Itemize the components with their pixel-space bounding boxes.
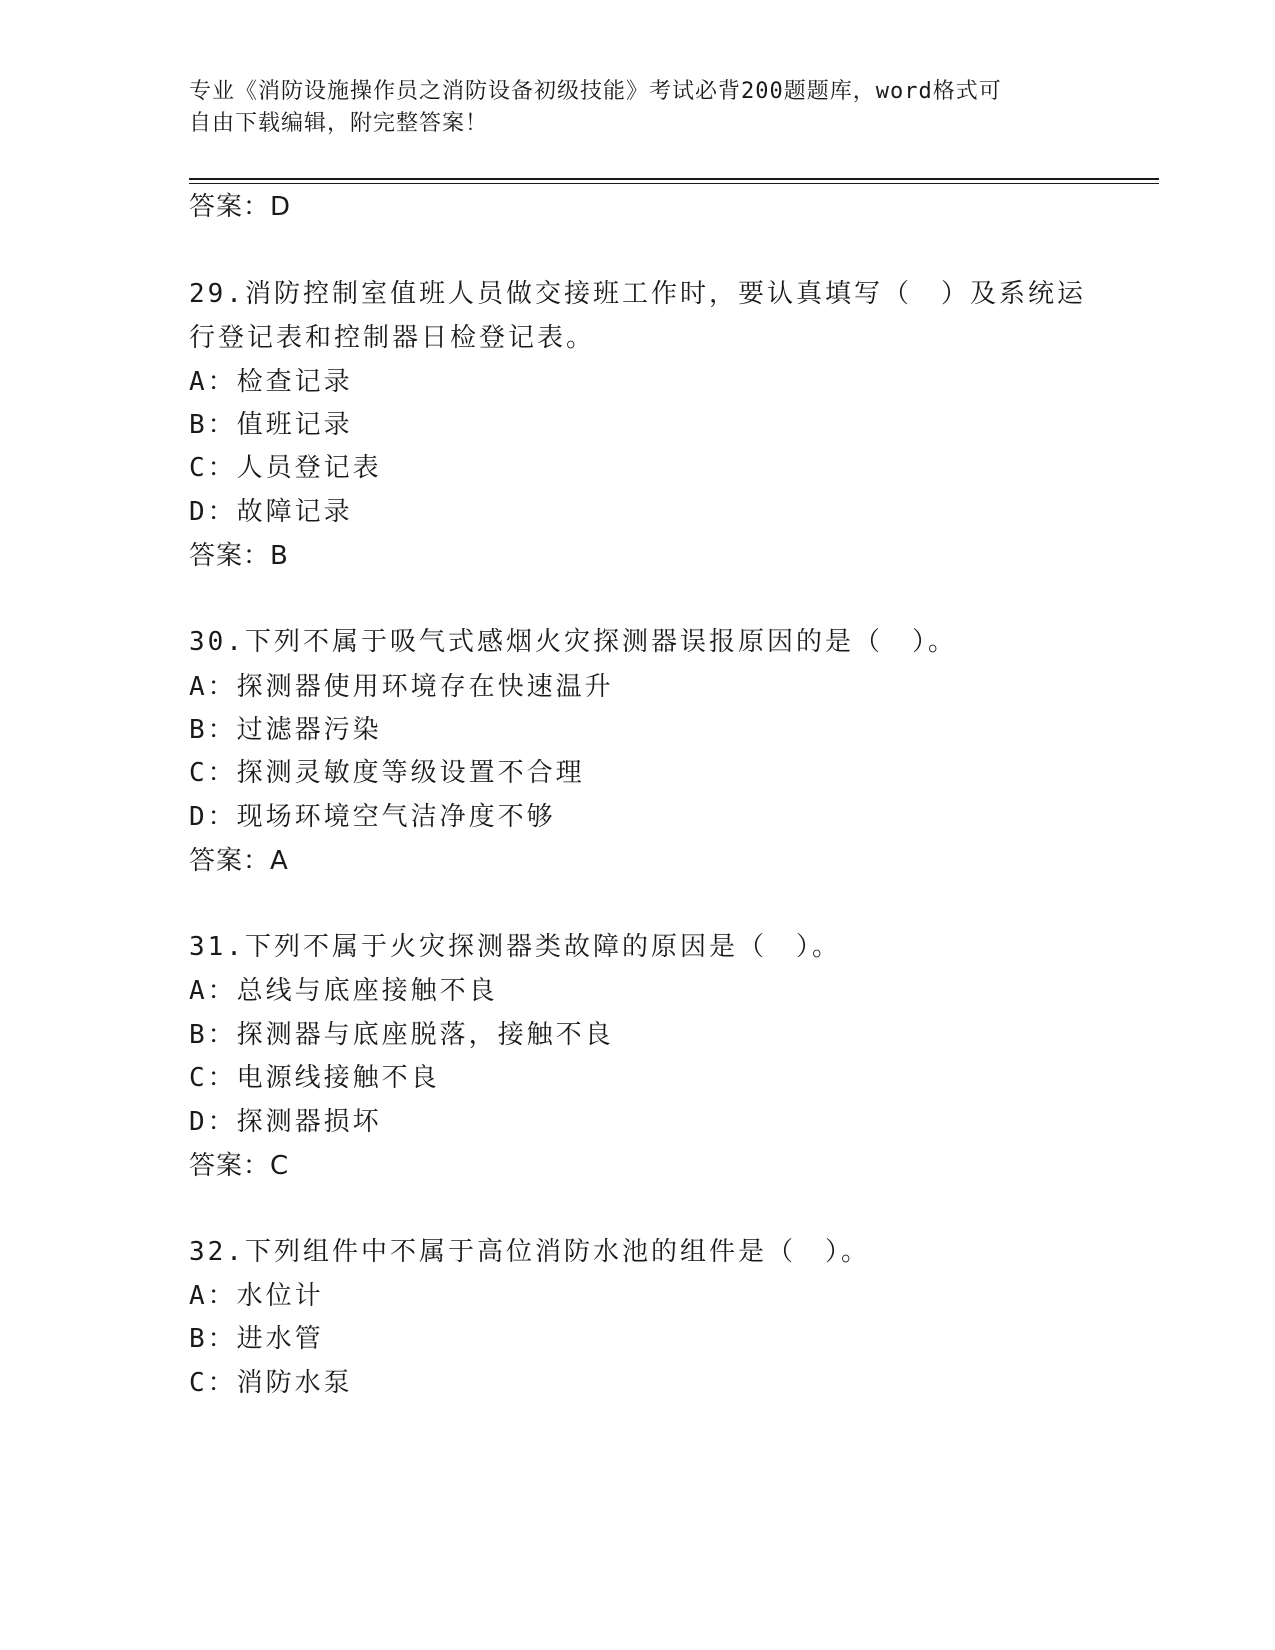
question-29-option-b: B：值班记录 [189, 410, 353, 440]
previous-answer: 答案：D [189, 192, 292, 222]
question-30-option-c: C：探测灵敏度等级设置不合理 [189, 758, 585, 788]
question-29-answer: 答案：B [189, 541, 289, 571]
question-32-option-c: C：消防水泵 [189, 1368, 353, 1398]
question-30-option-b: B：过滤器污染 [189, 715, 382, 745]
question-29-stem-line-2: 行登记表和控制器日检登记表。 [189, 323, 596, 353]
question-30-answer: 答案：A [189, 846, 289, 876]
question-30-option-a: A：探测器使用环境存在快速温升 [189, 672, 614, 702]
header-line-2: 自由下载编辑，附完整答案！ [189, 111, 489, 136]
question-30-stem: 30.下列不属于吸气式感烟火灾探测器误报原因的是（ ）。 [189, 627, 957, 657]
header-divider [189, 178, 1159, 184]
question-31-stem: 31.下列不属于火灾探测器类故障的原因是（ ）。 [189, 932, 841, 962]
question-32-stem: 32.下列组件中不属于高位消防水池的组件是（ ）。 [189, 1237, 870, 1267]
document-header [189, 76, 1069, 140]
question-31-answer: 答案：C [189, 1151, 290, 1181]
question-29-option-d: D：故障记录 [189, 497, 353, 527]
question-29-option-a: A：检查记录 [189, 367, 353, 397]
question-31-option-d: D：探测器损坏 [189, 1107, 382, 1137]
question-29-option-c: C：人员登记表 [189, 453, 382, 483]
question-31-option-b: B：探测器与底座脱落，接触不良 [189, 1020, 614, 1050]
question-31-option-a: A：总线与底座接触不良 [189, 976, 498, 1006]
question-30-option-d: D：现场环境空气洁净度不够 [189, 802, 556, 832]
header-line-1: 专业《消防设施操作员之消防设备初级技能》考试必背200题题库，word格式可 [189, 79, 1002, 104]
question-31-option-c: C：电源线接触不良 [189, 1063, 440, 1093]
question-32-option-b: B：进水管 [189, 1324, 324, 1354]
question-29-stem-line-1: 29.消防控制室值班人员做交接班工作时，要认真填写（ ）及系统运 [189, 279, 1086, 309]
question-32-option-a: A：水位计 [189, 1281, 324, 1311]
